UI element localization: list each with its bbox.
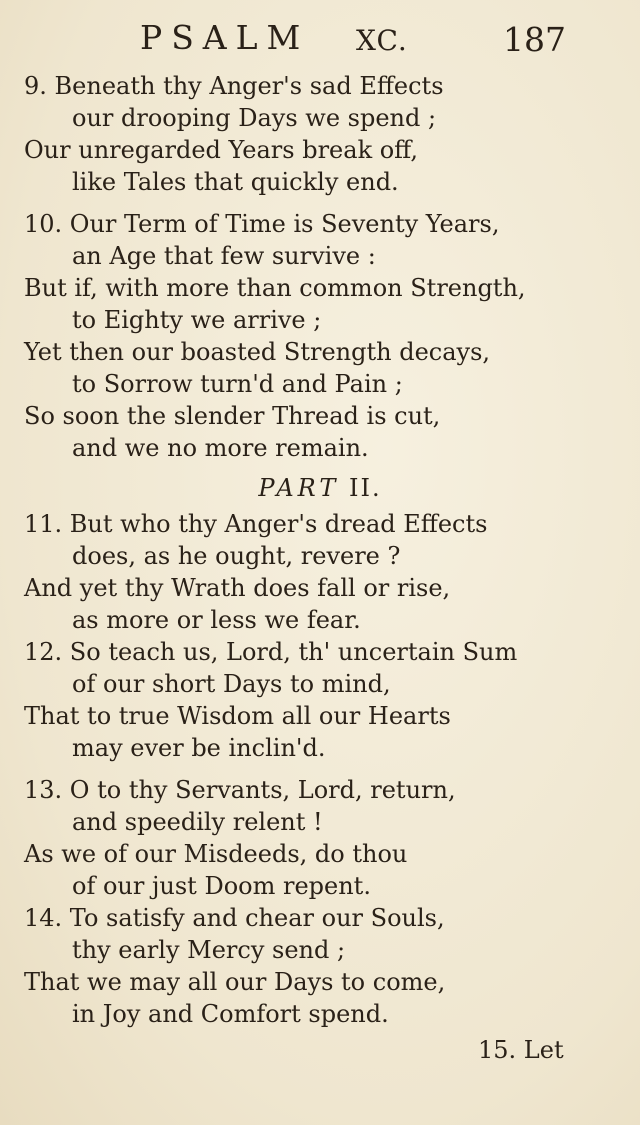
verse-line: and we no more remain.	[72, 434, 369, 462]
verse-line: like Tales that quickly end.	[72, 168, 399, 196]
verse-line: That to true Wisdom all our Hearts	[24, 702, 451, 730]
verse-line: in Joy and Comfort spend.	[72, 1000, 389, 1028]
verse-line: But if, with more than common Strength,	[24, 274, 526, 302]
running-head	[0, 18, 640, 62]
verse-line: 14. To satisfy and chear our Souls,	[24, 904, 445, 932]
psalm-text	[0, 70, 640, 1030]
verse-9	[0, 70, 640, 198]
verse-12	[0, 636, 640, 764]
verse-line: So soon the slender Thread is cut,	[24, 402, 441, 430]
verse-line: an Age that few survive :	[72, 242, 376, 270]
verse-line: As we of our Misdeeds, do thou	[24, 840, 408, 868]
verse-line: That we may all our Days to come,	[24, 968, 446, 996]
verse-line: And yet thy Wrath does fall or rise,	[24, 574, 451, 602]
verse-line: 9. Beneath thy Anger's sad Effects	[24, 72, 444, 100]
verse-line: thy early Mercy send ;	[72, 936, 346, 964]
verse-line: our drooping Days we spend ;	[72, 104, 437, 132]
verse-line: 10. Our Term of Time is Seventy Years,	[24, 210, 500, 238]
verse-line: of our short Days to mind,	[72, 670, 391, 698]
verse-line: 13. O to thy Servants, Lord, return,	[24, 776, 456, 804]
psalm-number: XC.	[356, 24, 408, 57]
verse-line: 11. But who thy Anger's dread Effects	[24, 510, 488, 538]
verse-line: to Sorrow turn'd and Pain ;	[72, 370, 403, 398]
verse-line: as more or less we fear.	[72, 606, 361, 634]
part-heading	[0, 468, 640, 508]
part-label: PART	[258, 474, 340, 502]
verse-10	[0, 208, 640, 464]
part-numeral: II.	[348, 474, 382, 502]
verse-line: of our just Doom repent.	[72, 872, 371, 900]
verse-line: 12. So teach us, Lord, th' uncertain Sum	[24, 638, 518, 666]
verse-line: and speedily relent !	[72, 808, 323, 836]
running-title: PSALM	[140, 18, 310, 57]
verse-line: Yet then our boasted Strength decays,	[24, 338, 491, 366]
verse-line: to Eighty we arrive ;	[72, 306, 322, 334]
verse-line: Our unregarded Years break off,	[24, 136, 419, 164]
page-number: 187	[503, 20, 566, 59]
catchword: 15. Let	[478, 1036, 564, 1064]
verse-14	[0, 902, 640, 1030]
verse-line: does, as he ought, revere ?	[72, 542, 401, 570]
verse-11	[0, 508, 640, 636]
verse-line: may ever be inclin'd.	[72, 734, 326, 762]
verse-13	[0, 774, 640, 902]
